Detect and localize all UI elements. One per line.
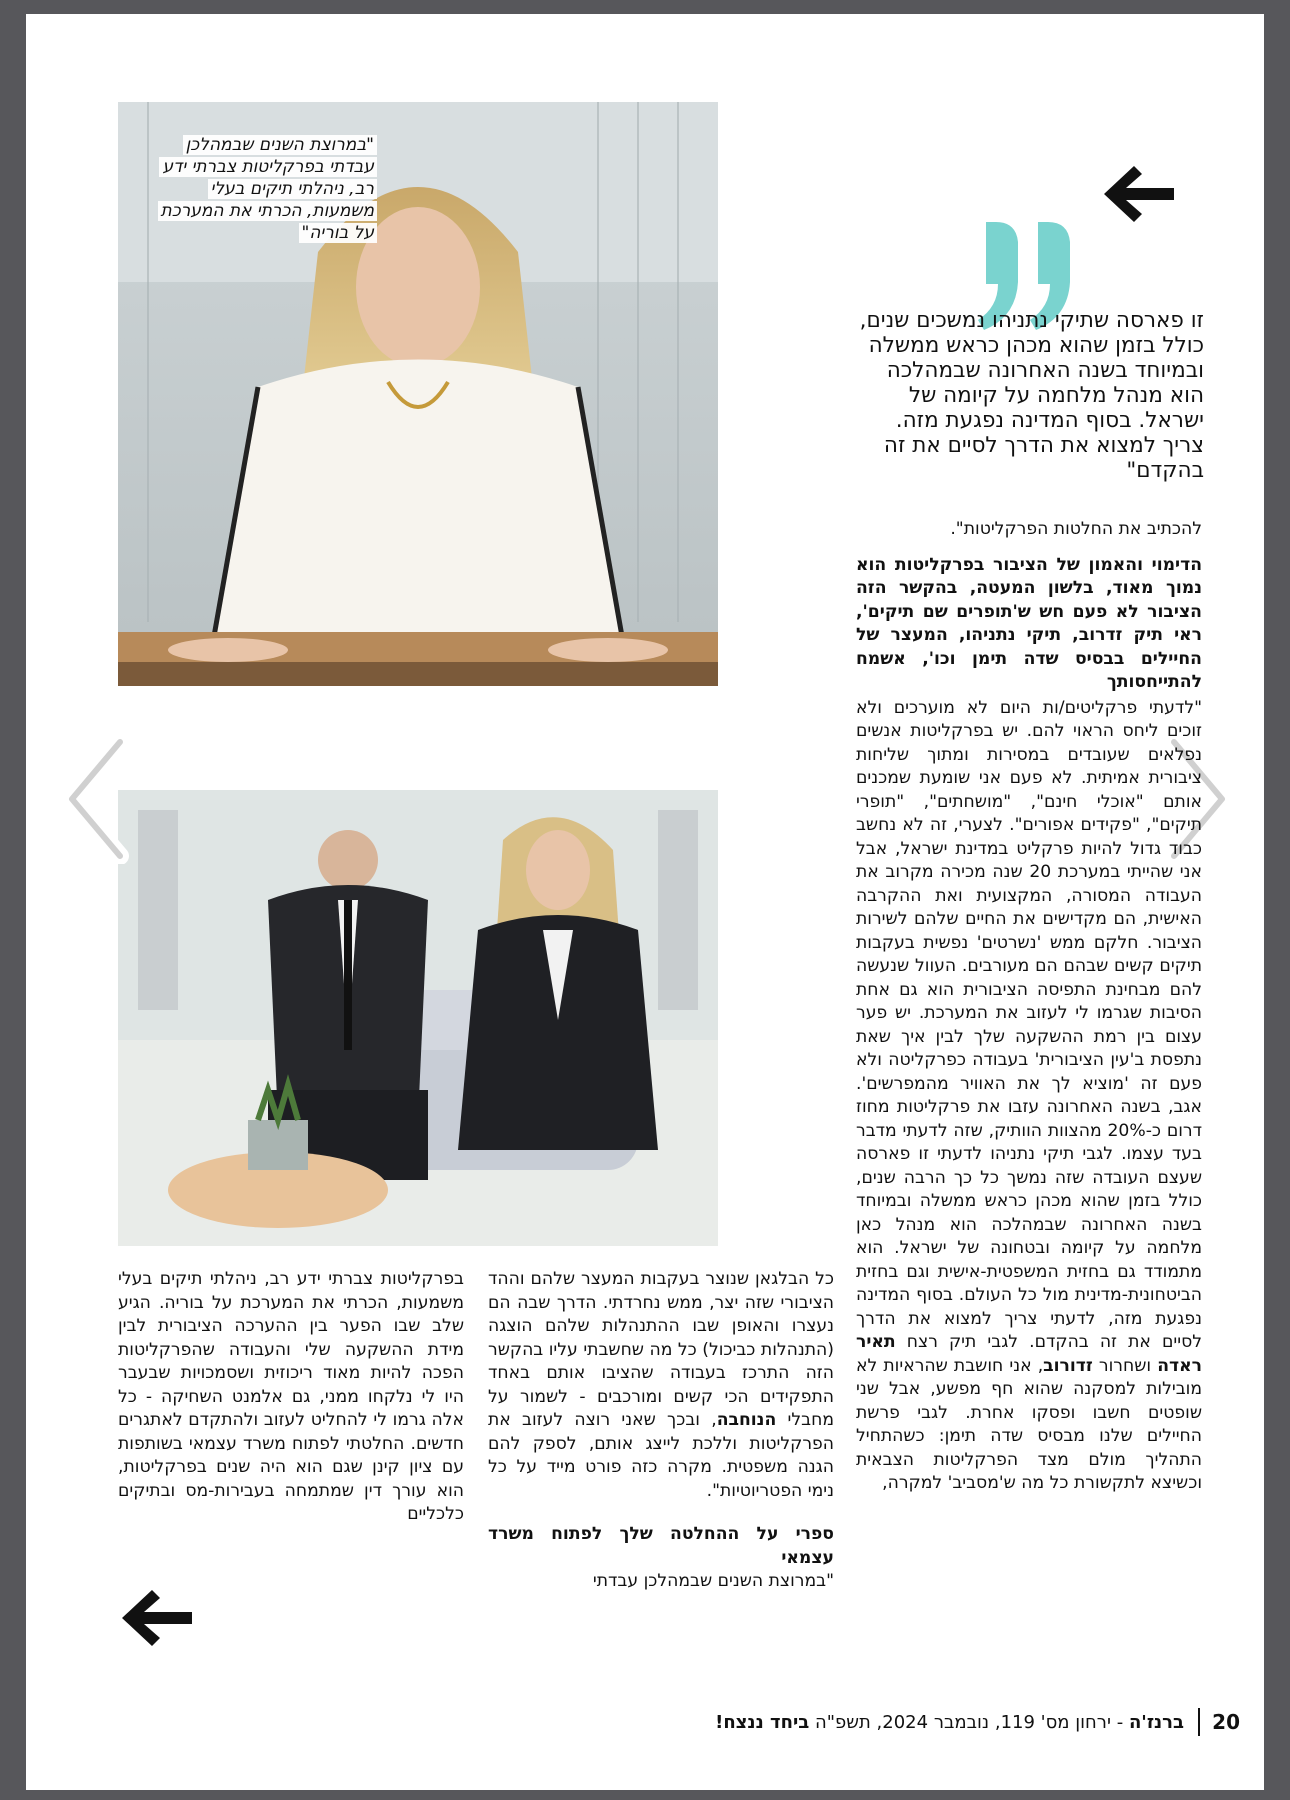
intro-line: להכתיב את החלטות הפרקליטות". <box>950 519 1202 539</box>
chevron-left-icon[interactable] <box>58 734 138 864</box>
pull-quote: זו פארסה שתיקי נתניהו נמשכים שנים, כולל בזמן שהוא מכהן כראש ממשלה ובמיוחד בשנה האחרונה שבמהלכה הוא מנהל מלחמה על קיומה של ישראל. בסוף המדינה נפגעת מזה. צריך למצוא את הדרך לסיים את זה בהקדם" <box>859 308 1204 483</box>
answer-paragraph: בפרקליטות צברתי ידע רב, ניהלתי תיקים בעלי משמעות, הכרתי את המערכת על בוריה. הגיע שלב שבו הפער בין ההערכה הציבורית לבין מידת ההשקעה שלי והעבודה שהפרקליטות הפכה להיות מאוד ריכוזית ושסמכויות שבעבר היו לי נלקחו ממני, גם אלמנט השחיקה - כל אלה גרמו לי להחליט לעזוב ולהתקדם לאתגרים חדשים. החלטתי לפתוח משרד עצמאי בשותפות עם ציון קינן שגם הוא היה שנים בפרקליטות, הוא עורך דין שמתמחה בעבירות-מס ובתיקים כלכליים <box>118 1269 464 1524</box>
interview-question: הדימוי והאמון של הציבור בפרקליטות הוא נמוך מאוד, בלשון המעטה, בהקשר הזה הציבור לא פעם חש ש'תופרים שם תיקים', ראי תיק זדרוב, תיקי נתניהו, המעצר של החיילים בבסיס שדה תימן וכו', אשמח להתייחסותך <box>856 554 1202 692</box>
photo-caption: "במרוצת השנים שבמהלכן עבדתי בפרקליטות צברתי ידע רב, ניהלתי תיקים בעלי משמעות, הכרתי את המערכת על בוריה" <box>152 134 377 244</box>
footer-divider <box>1198 1708 1200 1736</box>
answer-paragraph: "במרוצת השנים שבמהלכן עבדתי <box>592 1571 834 1591</box>
answer-paragraph: כל הבלגאן שנוצר בעקבות המעצר שלהם וההד הציבורי שזה יצר, ממש נחרדתי. הדרך שבה הם נעצרו והאופן שבו ההתנהלות שלהם הוצגה (התנהלות כביכול) כל מה שחשבתי עליו בהקשר הזה התרכז בעבודה שהציבו אותם באחד התפקידים הכי קשים ומורכבים - לשמור על מחבלי הנוחבה, ובכך שאני רוצה לעזוב את הפרקליטות וללכת לייצג אותם, לספק להם הגנה משפטית. מקרה כזה פורט מייד על כל נימי הפטריוטיות". <box>488 1269 834 1501</box>
page-number: 20 <box>1212 1710 1240 1734</box>
footer-credit: ברנז'ה - ירחון מס' 119, נובמבר 2024, תשפ"ה ביחד ננצח! <box>715 1712 1184 1733</box>
article-column-left <box>118 1268 464 1527</box>
article-column-right <box>856 518 1202 1496</box>
left-arrow-icon <box>1104 164 1176 224</box>
interview-question: ספרי על ההחלטה שלך לפתוח משרד עצמאי <box>488 1524 834 1568</box>
duo-photo <box>118 790 718 1246</box>
left-arrow-icon <box>122 1588 194 1648</box>
magazine-page <box>26 14 1264 1790</box>
article-column-middle <box>488 1268 834 1594</box>
page-footer <box>26 1704 1264 1744</box>
answer-paragraph: "לדעתי פרקליטים/ות היום לא מוערכים ולא זוכים ליחס הראוי להם. יש בפרקליטות אנשים נפלאים שעובדים במסירות ומתוך שליחות ציבורית אמיתית. לא פעם אני שומעת שמכנים אותם "אוכלי חינם", "מושחתים", "תופרי תיקים", "פקידים אפורים". לצערי, זה לא נחשב כבוד גדול להיות פרקליט במדינת ישראל, אבל אני שהייתי במערכת 20 שנה מכירה מקרוב את העבודה המסורה, המקצועית ואת ההקרבה האישית, הם מקדישים את החיים שלהם לשירות הציבור. חלקם ממש 'נשרטים' נפשית בעקבות תיקים קשים שבהם הם מעורבים. העוול שנעשה להם מבחינת התפיסה הציבורית הוא גם אחת הסיבות שגרמו לי לעזוב את המערכת. יש פער עצום בין רמת ההשקעה שלך לבין איך שאת נתפסת ב'עין הציבורית' בעבודה כפרקליטה ולא פעם זה 'מוציא לך את האוויר מהמפרשים'. אגב, בשנה האחרונה עזבו את פרקליטות מחוז דרום כ-20% מהצוות הוותיק, שזה לדעתי מדבר בעד עצמו. לגבי תיקי נתניהו לדעתי זו פארסה שעצם העובדה שזה נמשך כל כך הרבה שנים, כולל בזמן שהוא מכהן כראש ממשלה ובמיוחד בשנה האחרונה שבמהלכה הוא מנהל כאן מלחמה על קיומה ובטחונה של ישראל. הוא מתמודד גם בחזית המשפטית-אישית וגם בחזית הביטחונית-מדינית מול כל העולם. בסוף המדינה נפגעת מזה, לדעתי צריך למצוא את הדרך לסיים את זה בהקדם. לגבי תיק רצח תאיר ראדה ושחרור זדורוב, אני חושבת שהראיות לא מובילות למסקנה שהוא חף מפשע, אבל שני שופטים חשבו ופסקו אחרת. לגבי פרשת החיילים שלנו מבסיס שדה תימן: כשהתחיל התהליך מולם מצד הפרקליטות הצבאית וכשיצא לתקשורת כל מה ש'מסביב' למקרה, <box>856 697 1202 1493</box>
